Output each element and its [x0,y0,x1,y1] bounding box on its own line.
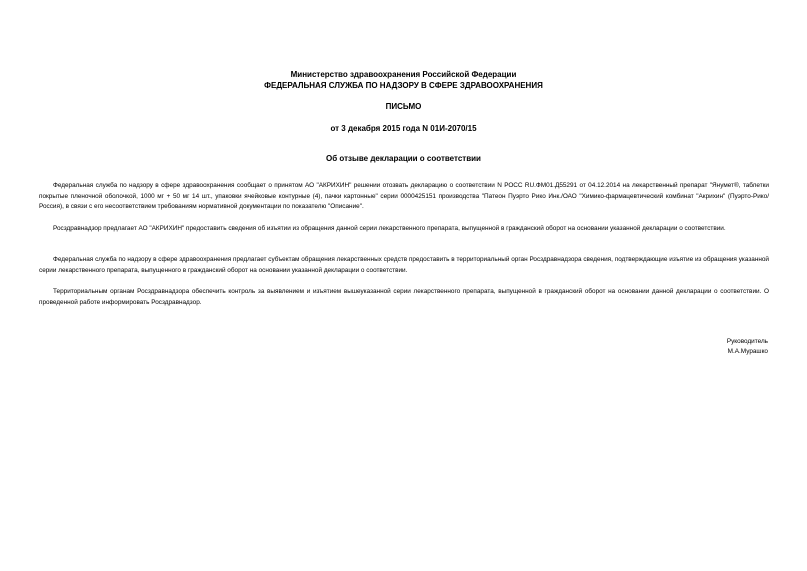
document-type: ПИСЬМО [385,102,422,111]
paragraph-text: Территориальным органам Росздравнадзора обеспечить контроль за выявлением и изъятием вышеуказанной серии лекарственного препарата, выпущенной в гражданский оборот на основании данной декларации о соответствии. О проведенной работе информировать Росздравнадзор. [39,288,769,306]
signature-title: Руководитель [726,338,768,345]
document-subject: Об отзыве декларации о соответствии [326,154,481,163]
paragraph-text: Федеральная служба по надзору в сфере здравоохранения сообщает о принятом АО "АКРИХИН" решении отозвать декларацию о соответствии N РОСС RU.ФМ01.Д55291 от 04.12.2014 на лекарственный препарат "Янумет®, таблетки покрытые пленочной оболочкой, 1000 мг + 50 мг 14 шт., упаковки ячейковые контурные (4), пачки картонные" серии 0000425151 производства "Патеон Пуэрто Рико Инк./ОАО "Химико-фармацевтический комбинат "Акрихин" (Пуэрто-Рико/Россия), в связи с его несоответствием требованиям нормативной документации по показателю "Описание". [39,182,769,210]
body-paragraph-3 [39,255,769,276]
body-paragraph-4 [39,287,769,308]
signature-name: М.А.Мурашко [727,348,768,355]
body-paragraph-2 [39,224,769,235]
ministry-heading: Министерство здравоохранения Российской Федерации [290,70,517,79]
body-paragraph-1 [39,181,769,213]
paragraph-text: Росздравнадзор предлагает АО "АКРИХИН" предоставить сведения об изъятии из обращения данной серии лекарственного препарата, выпущенной в гражданский оборот на основании указанной декларации о соответствии. [53,225,726,232]
paragraph-text: Федеральная служба по надзору в сфере здравоохранения предлагает субъектам обращения лекарственных средств предоставить в территориальный орган Росздравнадзора сведения, подтверждающие изъятие из обращения указанной серии лекарственного препарата, выпущенного в гражданский оборот на основании указанной декларации о соответствии. [39,256,769,274]
service-heading: ФЕДЕРАЛЬНАЯ СЛУЖБА ПО НАДЗОРУ В СФЕРЕ ЗДРАВООХРАНЕНИЯ [264,81,543,90]
document-date-number: от 3 декабря 2015 года N 01И-2070/15 [330,124,477,133]
